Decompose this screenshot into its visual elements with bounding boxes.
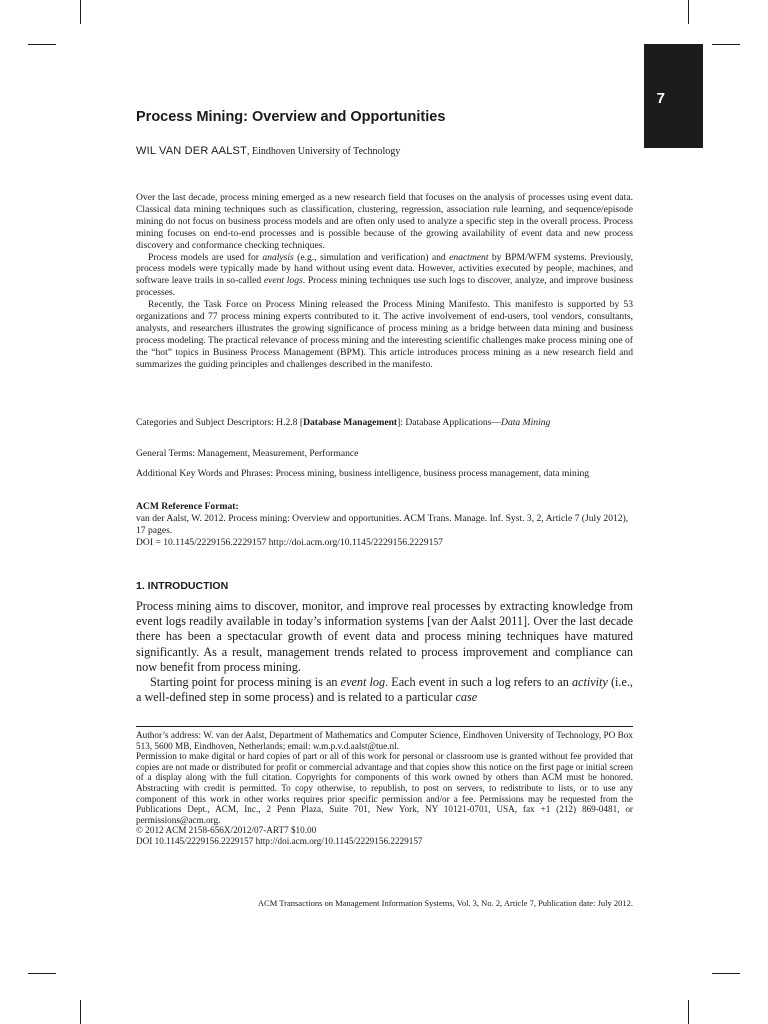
intro-emphasis: activity [571, 675, 608, 690]
intro-text: (i.e., a well-defined step in some process) and is related to a particular [136, 675, 633, 705]
intro-text: Starting point for process mining is an [150, 675, 341, 690]
intro-emphasis: event log [340, 675, 386, 690]
abstract-text: . Process mining techniques use such logs to discover, analyze, and improve business processes. [136, 275, 633, 299]
abstract-text: Process models are used for [148, 251, 263, 263]
crop-mark [28, 44, 56, 45]
introduction-body [136, 599, 633, 705]
crop-mark [712, 973, 740, 974]
intro-text: . Each event in such a log refers to an [385, 675, 572, 690]
abstract-paragraph-3: Recently, the Task Force on Process Mining released the Process Mining Manifesto. This manifesto is supported by 53 organizations and 77 process mining experts contributed to it. The active involvement of end-users, tool vendors, consultants, analysts, and researchers illustrates the growing significance of process mining as a bridge between data mining and business process modeling. The practical relevance of process mining and the interesting scientific challenges make process mining one of the “hot” topics in Business Process Management (BPM). This article introduces process mining as a new research field and summarizes the guiding principles and challenges described in the manifesto. [136, 299, 633, 370]
reference-text: van der Aalst, W. 2012. Process mining: Overview and opportunities. ACM Trans. Manage. Inf. Syst. 3, 2, Article 7 (July 2012), 17 pages. [136, 513, 629, 536]
footnote-copyright: © 2012 ACM 2158-656X/2012/07-ART7 $10.00 [136, 825, 317, 836]
intro-paragraph-2 [136, 675, 633, 705]
abstract-paragraph-1: Over the last decade, process mining emerged as a new research field that focuses on the analysis of processes using event data. Classical data mining techniques such as classification, clustering, regression, association rule learning, and sequence/episode mining do not focus on business process models and are often only used to analyze a specific step in the overall process. Process mining focuses on end-to-end processes and is possible because of the growing availability of event data and new process discovery and conformance checking techniques. [136, 192, 633, 251]
abstract-text: by BPM/WFM systems. Previously, process models were typically made by hand without using event data. However, activities executed by people, machines, and software leave trails in so-called [136, 251, 634, 287]
crop-mark [28, 973, 56, 974]
reference-format [136, 501, 633, 549]
general-terms: General Terms: Management, Measurement, Performance [136, 448, 359, 459]
abstract-text: (e.g., simulation and verification) and [293, 251, 450, 263]
crop-mark [80, 1000, 81, 1024]
abstract-emphasis: analysis [262, 251, 294, 263]
footnote-doi: DOI 10.1145/2229156.2229157 http://doi.acm.org/10.1145/2229156.2229157 [136, 835, 423, 846]
section-heading: 1. INTRODUCTION [136, 580, 229, 592]
categories-emphasis: Data Mining [501, 417, 551, 428]
categories-text: Categories and Subject Descriptors: H.2.8 [ [136, 417, 304, 428]
reference-heading: ACM Reference Format: [136, 501, 239, 512]
intro-emphasis: case [455, 690, 478, 705]
abstract-emphasis: event logs [263, 275, 303, 287]
author-line [136, 145, 400, 157]
crop-mark [688, 0, 689, 24]
paper-title: Process Mining: Overview and Opportunities [136, 109, 446, 125]
crop-mark [712, 44, 740, 45]
abstract-paragraph-2 [136, 252, 633, 300]
footnote-address: Author’s address: W. van der Aalst, Department of Mathematics and Computer Science, Eindhoven University of Technology, PO Box 513, 5600 MB, Eindhoven, Netherlands; email: w.m.p.v.d.aalst@tue.nl. [136, 730, 633, 751]
keywords: Additional Key Words and Phrases: Process mining, business intelligence, business process management, data mining [136, 468, 590, 479]
article-number-tab [644, 44, 703, 148]
abstract-emphasis: enactment [449, 251, 489, 263]
crop-mark [688, 1000, 689, 1024]
crop-mark [80, 0, 81, 24]
reference-doi: DOI = 10.1145/2229156.2229157 http://doi.acm.org/10.1145/2229156.2229157 [136, 537, 443, 548]
author-affiliation: , Eindhoven University of Technology [246, 146, 401, 157]
footnote-permission: Permission to make digital or hard copies of part or all of this work for personal or classroom use is granted without fee provided that copies are not made or distributed for profit or commercial advantage and that copies show this notice on the first page or initial screen of a display along with the full citation. Copyrights for components of this work owned by others than ACM must be honored. Abstracting with credit is permitted. To copy otherwise, to republish, to post on servers, to redistribute to lists, or to use any component of this work in other works requires prior specific permission and/or a fee. Permissions may be requested from the Publications Dept., ACM, Inc., 2 Penn Plaza, Suite 701, New York, NY 10121-0701, USA, fax +1 (212) 869-0481, or permissions@acm.org. [136, 751, 633, 825]
footnote-rule [136, 726, 633, 727]
categories-text: ]: Database Applications— [397, 417, 502, 428]
author-name: WIL VAN DER AALST [136, 145, 247, 157]
article-number: 7 [656, 90, 665, 107]
journal-footer: ACM Transactions on Management Information Systems, Vol. 3, No. 2, Article 7, Publication date: July 2012. [257, 898, 633, 908]
intro-paragraph-1: Process mining aims to discover, monitor, and improve real processes by extracting knowledge from event logs readily available in today’s information systems [van der Aalst 2011]. Over the last decade there has been a spectacular growth of event data and process mining techniques have matured significantly. As a result, management trends related to process improvement and compliance can now benefit from process mining. [136, 599, 633, 674]
categories-bold: Database Management [303, 417, 398, 428]
abstract [136, 192, 633, 371]
categories [136, 417, 633, 429]
footnote [136, 730, 633, 847]
